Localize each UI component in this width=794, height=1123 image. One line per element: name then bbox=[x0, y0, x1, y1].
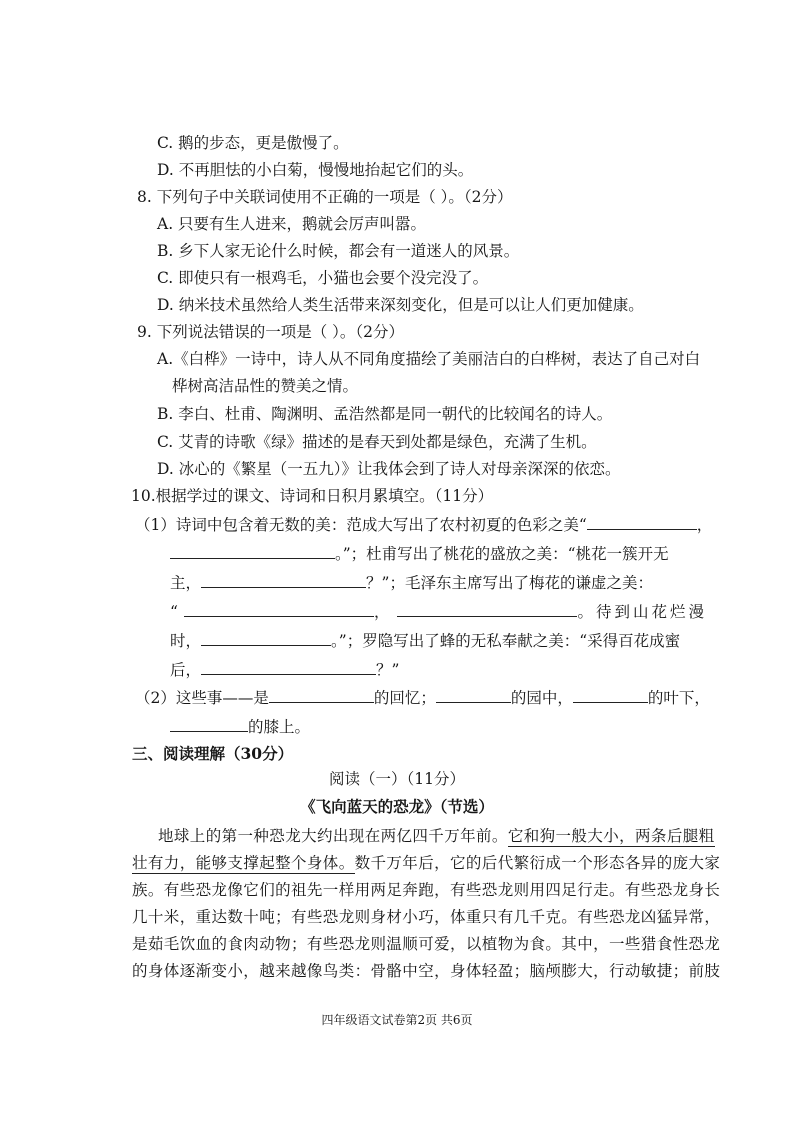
answer-blank[interactable] bbox=[436, 688, 511, 703]
passage-line-1 bbox=[158, 826, 715, 846]
passage-line-4: 几十米，重达数十吨；有些恐龙则身材小巧，体重只有几千克。有些恐龙凶猛异常， bbox=[132, 908, 721, 926]
q8-option-a: A. 只要有生人进来，鹅就会厉声叫嚣。 bbox=[157, 215, 427, 233]
section-title: 三、阅读理解（30分） bbox=[132, 744, 294, 763]
q9-option-a: A.《白桦》一诗中，诗人从不同角度描绘了美丽洁白的白桦树，表达了自己对白 bbox=[157, 350, 701, 368]
answer-blank[interactable] bbox=[201, 660, 376, 675]
reading-title: 阅读（一）（11分） bbox=[329, 770, 465, 788]
q9-stem: 9. 下列说法错误的一项是（ ）。（2分） bbox=[137, 323, 405, 341]
q10-line5-text: 。”；罗隐写出了蜂的无私奉献之美：“采得百花成蜜 bbox=[331, 632, 681, 650]
answer-blank[interactable] bbox=[201, 573, 366, 588]
passage-line-2 bbox=[132, 853, 720, 873]
q10-part1-line4 bbox=[170, 602, 707, 622]
q8-option-b: B. 乡下人家无论什么时候，都会有一道迷人的风景。 bbox=[157, 242, 520, 260]
q10-part1-line1 bbox=[135, 515, 712, 535]
q10-line6-head: 后， bbox=[170, 661, 202, 679]
comma: ， bbox=[696, 516, 713, 534]
passage-line-6: 的身体逐渐变小，越来越像鸟类：骨骼中空，身体轻盈；脑颅膨大，行动敏捷；前肢 bbox=[132, 962, 721, 980]
underlined-sentence: 壮有力，能够支撑起整个身体。 bbox=[132, 854, 355, 872]
q7-option-c: C. 鹅的步态，更是傲慢了。 bbox=[157, 134, 349, 152]
q10-part1-text: （1）诗词中包含着无数的美：范成大写出了农村初夏的色彩之美“ bbox=[135, 516, 587, 534]
q10-part1-line5 bbox=[170, 631, 680, 651]
q10-line3-head: 主， bbox=[170, 574, 202, 592]
q9-option-d: D. 冰心的《繁星（一五九）》让我体会到了诗人对母亲深深的依恋。 bbox=[157, 460, 621, 478]
passage-text: 数千万年后，它的后代繁衍成一个形态各异的庞大家 bbox=[354, 854, 721, 872]
q9-option-c: C. 艾青的诗歌《绿》描述的是春天到处都是绿色，充满了生机。 bbox=[157, 433, 597, 451]
answer-blank[interactable] bbox=[573, 688, 648, 703]
q10-stem: 10.根据学过的课文、诗词和日积月累填空。（11分） bbox=[131, 487, 494, 505]
article-title: 《飞向蓝天的恐龙》（节选） bbox=[300, 797, 494, 816]
answer-blank[interactable] bbox=[170, 717, 248, 732]
q10-part2-line1 bbox=[135, 688, 710, 708]
q10-part2-line2 bbox=[170, 717, 310, 737]
q10-line6-text: ？” bbox=[376, 661, 400, 679]
open-quote: “ bbox=[170, 603, 178, 621]
page-footer: 四年级语文试卷第2页 共6页 bbox=[321, 1013, 473, 1027]
q10-line3-text: ？”；毛泽东主席写出了梅花的谦虚之美： bbox=[366, 574, 653, 592]
q10-part2-tail: 的膝上。 bbox=[248, 718, 311, 736]
q10-line5-head: 时， bbox=[170, 632, 202, 650]
passage-line-3: 族。有些恐龙像它们的祖先一样用两足奔跑，有些恐龙则用四足行走。有些恐龙身长 bbox=[132, 881, 721, 899]
q10-part1-line6 bbox=[170, 660, 399, 680]
q10-line2-text: 。”；杜甫写出了桃花的盛放之美：“桃花一簇开无 bbox=[335, 545, 669, 563]
q9-option-b: B. 李白、杜甫、陶渊明、孟浩然都是同一朝代的比较闻名的诗人。 bbox=[157, 405, 613, 423]
q10-part1-line3 bbox=[170, 573, 653, 593]
q10-part1-line2 bbox=[170, 544, 669, 564]
q7-option-d: D. 不再胆怯的小白菊，慢慢地抬起它们的头。 bbox=[157, 161, 474, 179]
passage-text: 地球上的第一种恐龙大约出现在两亿四千万年前。 bbox=[158, 827, 508, 845]
q10-part2-mid1: 的回忆； bbox=[373, 689, 436, 707]
q8-option-c: C. 即使只有一根鸡毛，小猫也会要个没完没了。 bbox=[157, 269, 489, 287]
underlined-sentence: 它和狗一般大小，两条后腿粗 bbox=[507, 827, 715, 845]
q8-option-d: D. 纳米技术虽然给人类生活带来深刻变化，但是可以让人们更加健康。 bbox=[157, 296, 644, 314]
answer-blank[interactable] bbox=[269, 688, 374, 703]
passage-line-5: 是茹毛饮血的食肉动物；有些恐龙则温顺可爱，以植物为食。其中，一些猎食性恐龙 bbox=[132, 935, 721, 953]
q10-part2-mid2: 的园中， bbox=[510, 689, 573, 707]
answer-blank[interactable] bbox=[397, 602, 577, 617]
comma: ， bbox=[373, 603, 390, 621]
answer-blank[interactable] bbox=[170, 544, 335, 559]
answer-blank[interactable] bbox=[201, 631, 331, 646]
q8-stem: 8. 下列句子中关联词使用不正确的一项是（ ）。（2分） bbox=[137, 188, 513, 206]
q10-part2-mid3: 的叶下， bbox=[647, 689, 710, 707]
answer-blank[interactable] bbox=[184, 602, 374, 617]
q10-part2-head: （2）这些事——是 bbox=[135, 689, 269, 707]
answer-blank[interactable] bbox=[587, 515, 697, 530]
q10-line4-text: 。待到山花烂漫 bbox=[577, 603, 707, 621]
q9-option-a-cont: 桦树高洁品性的赞美之情。 bbox=[172, 377, 359, 395]
